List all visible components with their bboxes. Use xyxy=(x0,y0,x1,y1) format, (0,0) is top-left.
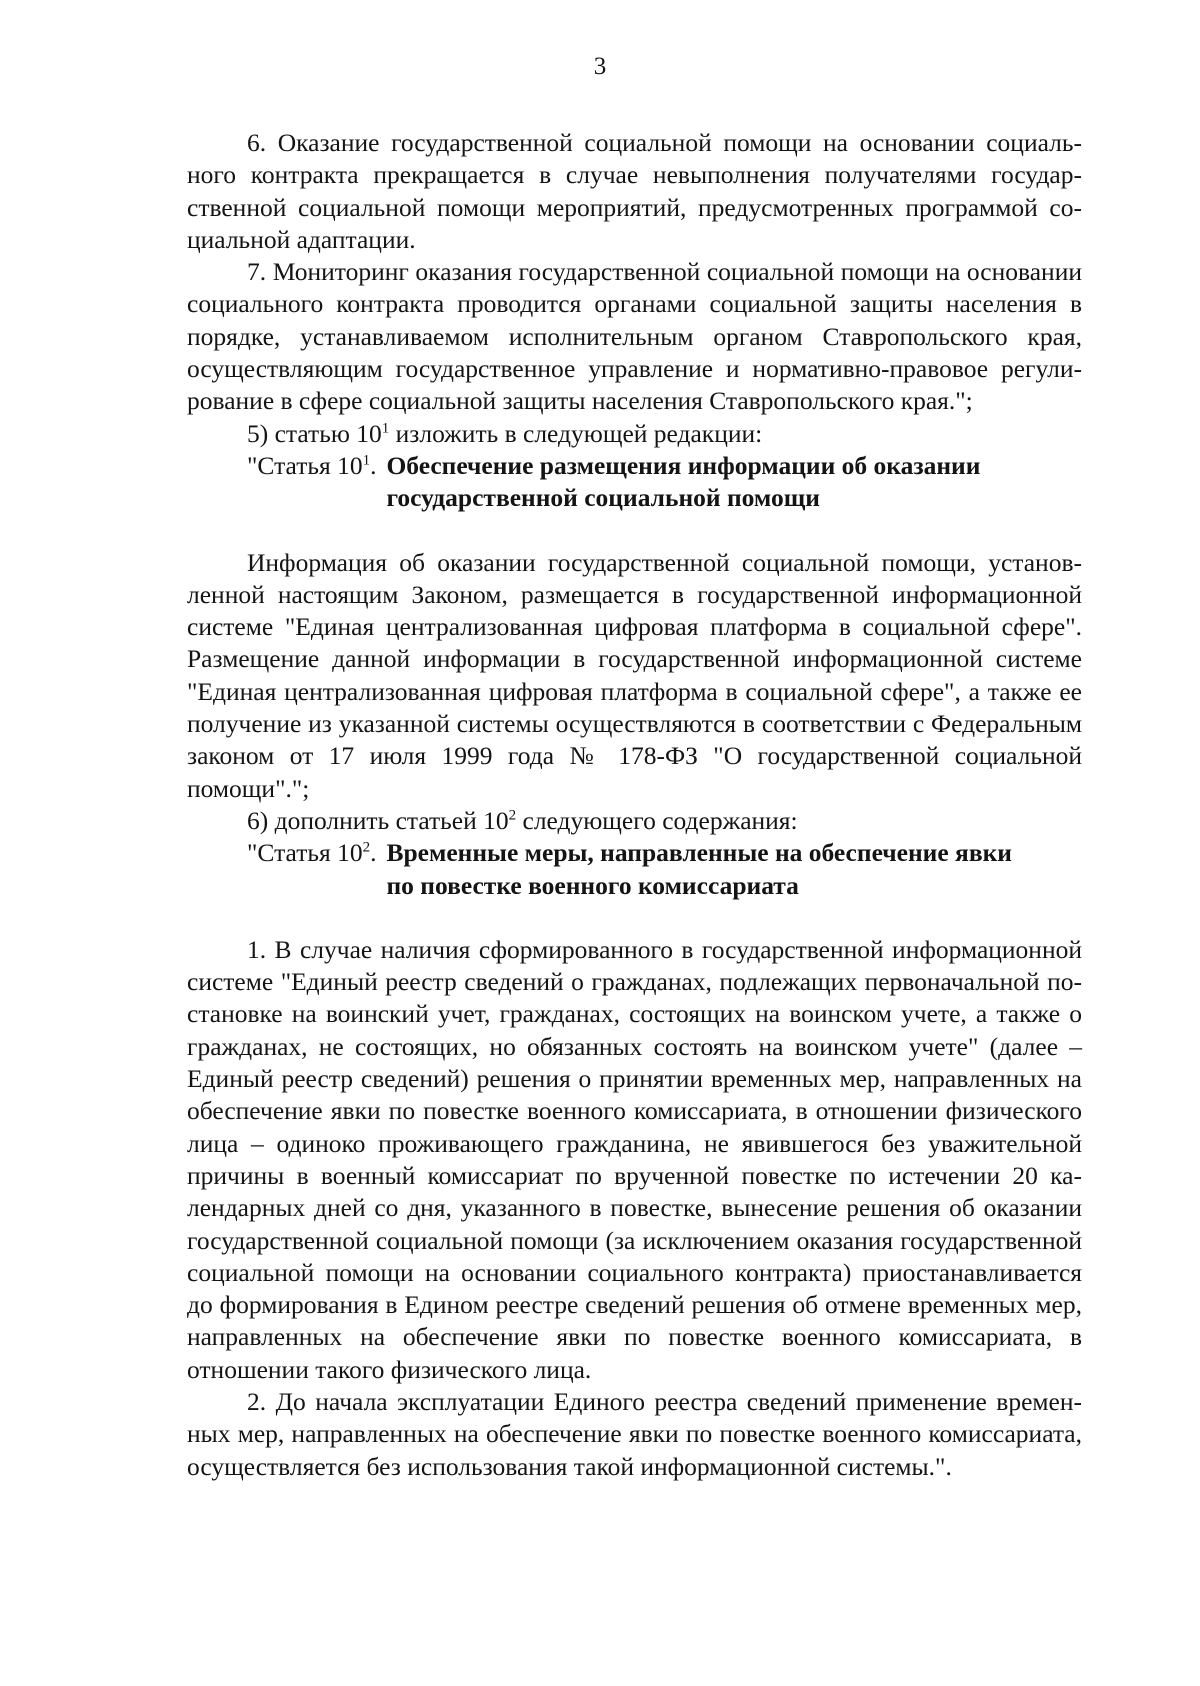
article-10-1-prefix-sup: 1 xyxy=(362,452,371,469)
article-10-1-prefix xyxy=(247,450,386,515)
article-10-1-heading xyxy=(247,450,1082,515)
article-10-2-title: Временные меры, направленные на обеспечение явки по повестке военного комиссариата xyxy=(386,838,1012,900)
spacer xyxy=(187,515,1082,547)
item-6-intro-rest: следующего содержания: xyxy=(516,805,798,835)
article-10-1-body: Информация об оказании государственной социальной помощи, установленной настоящим Законом, размещается в государственной информационной системе "Единая централизованная цифровая платформа в социальной сфере". Размещение данной информации в государственной информационной системе "Единая централизованная цифровая платформа в социальной сфере", а также ее получение из указанной системы осуществляются в соответствии с Федеральным законом от 17 июля 1999 года № 178-ФЗ "О государственной социальной помощи"."; xyxy=(187,547,1082,803)
paragraph-6: 6. Оказание государственной социальной помощи на основании социального контракта прекращается в случае невыполнения получателями государственной социальной помощи мероприятий, предусмотренных программой социальной адаптации. xyxy=(187,128,1082,254)
article-10-1-title: Обеспечение размещения информации об оказании государственной социальной помощи xyxy=(386,450,981,513)
article-10-2-prefix-dot: . xyxy=(370,838,377,868)
item-6-intro xyxy=(187,805,1082,837)
page-number: 3 xyxy=(593,53,607,80)
spacer xyxy=(187,902,1082,934)
item-6-intro-sup: 2 xyxy=(508,807,517,824)
item-5-intro-rest: изложить в следующей редакции: xyxy=(389,418,763,448)
item-5-intro-text: 5) статью 10 xyxy=(247,418,382,448)
article-10-2-heading xyxy=(247,837,1082,902)
document-body xyxy=(187,127,1082,1483)
article-10-2-point-2: 2. До начала эксплуатации Единого реестра сведений применение временных мер, направленных на обеспечение явки по повестке военного комиссариата, осуществляется без использования такой информационной системы.". xyxy=(187,1386,1082,1481)
article-10-2-prefix-sup: 2 xyxy=(362,839,371,856)
article-10-1-prefix-dot: . xyxy=(370,450,377,480)
item-5-intro xyxy=(187,418,1082,450)
item-5-intro-sup: 1 xyxy=(381,420,390,437)
item-6-intro-text: 6) дополнить статьей 10 xyxy=(247,805,509,835)
article-10-2-point-1: 1. В случае наличия сформированного в государственной информационной системе "Единый реестр сведений о гражданах, подлежащих первоначальной постановке на воинский учет, гражданах, состоящих на воинском учете, а также о гражданах, не состоящих, но обязанных состоять на воинском учете" (далее – Единый реестр сведений) решения о принятии временных мер, направленных на обеспечение явки по повестке военного комиссариата, в отношении физического лица – одиноко проживающего гражданина, не явившегося без уважительной причины в военный комиссариат по врученной повестке по истечении 20 календарных дней со дня, указанного в повестке, вынесение решения об оказании государственной социальной помощи (за исключением оказания государственной социальной помощи на основании социального контракта) приостанавливается до формирования в Едином реестре сведений решения об отмене временных мер, направленных на обеспечение явки по повестке военного комиссариата, в отношении такого физического лица. xyxy=(187,934,1082,1384)
article-10-2-prefix-text: "Статья 10 xyxy=(247,838,363,868)
paragraph-7: 7. Мониторинг оказания государственной социальной помощи на основании социального контракта проводится органами социальной защиты населения в порядке, устанавливаемом исполнительным органом Ставропольского края, осуществляющим государственное управление и нормативно-правовое регулирование в сфере социальной защиты населения Ставропольского края."; xyxy=(187,257,1082,416)
article-10-1-prefix-text: "Статья 10 xyxy=(247,450,363,480)
article-10-2-prefix xyxy=(247,837,386,902)
